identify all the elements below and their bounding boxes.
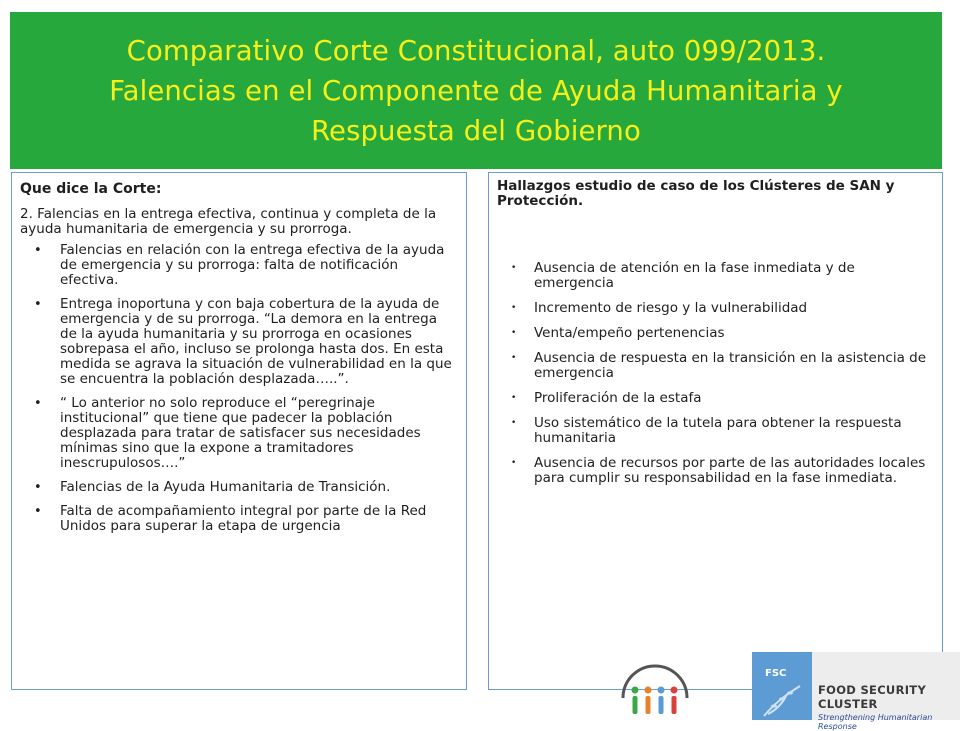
bullet-icon: • — [34, 243, 42, 258]
list-item-text: Entrega inoportuna y con baja cobertura de la ayuda de emergencia y de su prorroga. “La demora en la entrega de la ayuda humanitaria y su prorroga en ocasiones sobrepasa el año, incluso se prolonga hasta dos. En esta medida se agrava la situación de vulnerabilidad en la que se encuentra la población desplazada…..”. — [60, 296, 452, 387]
list-item — [20, 396, 458, 471]
bullet-icon: • — [511, 418, 517, 428]
list-item — [20, 243, 458, 288]
title-line-1: Comparativo Corte Constitucional, auto 099/2013. — [126, 34, 826, 67]
title-banner — [10, 12, 942, 169]
court-heading: Que dice la Corte: — [20, 181, 162, 197]
findings-heading: Hallazgos estudio de caso de los Clústeres de SAN y Protección. — [497, 178, 895, 209]
list-item-text: Uso sistemático de la tutela para obtener la respuesta humanitaria — [534, 415, 902, 446]
court-intro: 2. Falencias en la entrega efectiva, continua y completa de la ayuda humanitaria de emergencia y su prorroga. — [20, 206, 437, 237]
list-item — [20, 480, 458, 495]
bullet-icon: • — [511, 263, 517, 273]
list-item-text: Proliferación de la estafa — [534, 390, 702, 406]
slide-title — [109, 31, 843, 151]
bullet-icon: • — [511, 458, 517, 468]
list-item — [497, 301, 934, 316]
fsc-badge-text: FSC — [765, 668, 787, 679]
list-item-text: Falencias en relación con la entrega efectiva de la ayuda de emergencia y su prorroga: falta de notificación efectiva. — [60, 242, 445, 288]
list-item — [497, 456, 934, 486]
bullet-icon: • — [511, 303, 517, 313]
list-item — [20, 504, 458, 534]
findings-panel — [488, 172, 943, 690]
findings-list — [497, 261, 934, 486]
fsc-name: FOOD SECURITY CLUSTER — [818, 683, 927, 711]
list-item — [497, 391, 934, 406]
title-line-3: Respuesta del Gobierno — [311, 114, 641, 147]
court-list — [20, 243, 458, 534]
bullet-icon: • — [34, 480, 42, 495]
list-item-text: Ausencia de respuesta en la transición en la asistencia de emergencia — [534, 350, 927, 381]
wheat-icon — [760, 682, 804, 718]
list-item-text: Falta de acompañamiento integral por parte de la Red Unidos para superar la etapa de urgencia — [60, 503, 427, 534]
fsc-tagline: Strengthening Humanitarian Response — [818, 713, 933, 731]
list-item — [497, 261, 934, 291]
title-line-2: Falencias en el Componente de Ayuda Humanitaria y — [109, 74, 843, 107]
bullet-icon: • — [511, 353, 517, 363]
list-item — [20, 297, 458, 387]
fsc-logo — [752, 652, 960, 731]
list-item-text: Venta/empeño pertenencias — [534, 325, 725, 341]
bullet-icon: • — [34, 396, 42, 411]
list-item — [497, 416, 934, 446]
list-item — [497, 326, 934, 341]
list-item-text: “ Lo anterior no solo reproduce el “peregrinaje institucional” que tiene que padecer la población desplazada para tratar de satisfacer sus necesidades mínimas sino que la expone a tramitadores inescrupulosos….” — [60, 395, 421, 471]
bullet-icon: • — [34, 504, 42, 519]
list-item-text: Ausencia de recursos por parte de las autoridades locales para cumplir su responsabilidad en la fase inmediata. — [534, 455, 926, 486]
bullet-icon: • — [34, 297, 42, 312]
bullet-icon: • — [511, 328, 517, 338]
list-item-text: Incremento de riesgo y la vulnerabilidad — [534, 300, 808, 316]
list-item — [497, 351, 934, 381]
people-circle-logo-icon — [615, 660, 695, 720]
list-item-text: Ausencia de atención en la fase inmediata y de emergencia — [534, 260, 855, 291]
court-panel — [11, 172, 467, 690]
fsc-badge — [752, 652, 812, 720]
fsc-text-block — [812, 652, 960, 731]
list-item-text: Falencias de la Ayuda Humanitaria de Transición. — [60, 479, 391, 495]
bullet-icon: • — [511, 393, 517, 403]
